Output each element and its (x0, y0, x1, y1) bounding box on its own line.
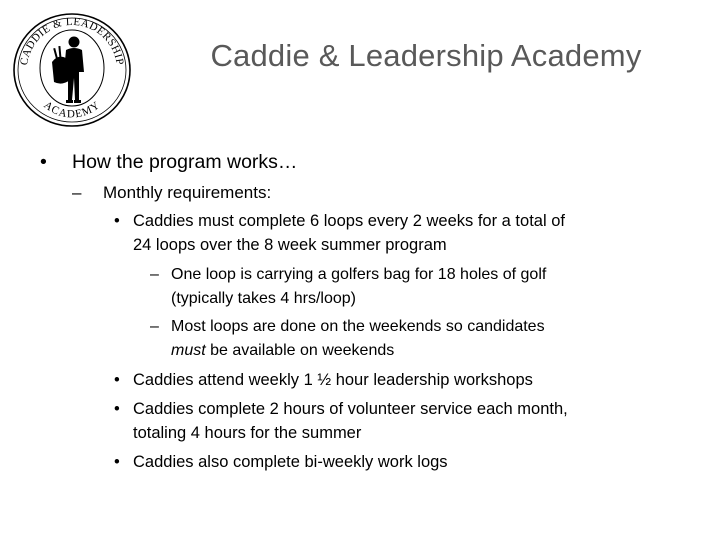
monthly-requirements: Monthly requirements: (103, 183, 272, 202)
weekend-loops-line2 (171, 342, 394, 360)
workshops-bullet: Caddies attend weekly 1 ½ hour leadership workshops (133, 371, 533, 389)
dash-marker: – (72, 183, 82, 202)
dash-marker: – (150, 266, 159, 283)
bullet-marker: • (114, 400, 120, 418)
academy-seal (8, 8, 136, 132)
volunteer-line2: totaling 4 hours for the summer (133, 424, 362, 442)
logo-top-text: CADDIE & LEADERSHIP (18, 15, 126, 67)
bullet-marker: • (114, 371, 120, 389)
loops-requirement-line2: 24 loops over the 8 week summer program (133, 236, 447, 254)
slide-title: Caddie & Leadership Academy (210, 38, 642, 73)
emphasis-must: must (171, 342, 206, 359)
bullet-how-program-works: How the program works… (72, 151, 298, 173)
one-loop-line1: One loop is carrying a golfers bag for 18 holes of golf (171, 266, 547, 283)
academy-logo (8, 8, 136, 132)
volunteer-line1: Caddies complete 2 hours of volunteer service each month, (133, 400, 568, 418)
bullet-marker: • (114, 212, 120, 230)
work-logs-bullet: Caddies also complete bi-weekly work logs (133, 453, 448, 471)
weekend-loops-rest: be available on weekends (205, 342, 395, 359)
bullet-marker: • (40, 151, 47, 173)
logo-bottom-text: ACADEMY (41, 99, 103, 121)
dash-marker: – (150, 318, 159, 335)
weekend-loops-line1: Most loops are done on the weekends so candidates (171, 318, 545, 335)
one-loop-line2: (typically takes 4 hrs/loop) (171, 290, 356, 307)
caddie-silhouette-icon (52, 37, 84, 104)
loops-requirement-line1: Caddies must complete 6 loops every 2 weeks for a total of (133, 212, 565, 230)
bullet-marker: • (114, 453, 120, 471)
